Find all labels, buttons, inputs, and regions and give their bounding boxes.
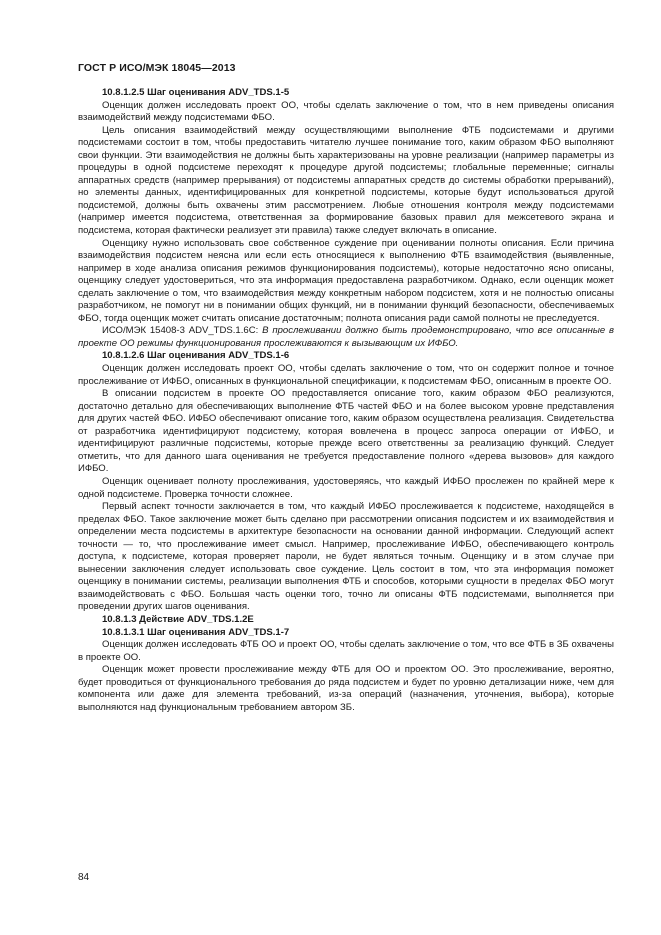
page-body [78, 87, 614, 714]
reference-code: ИСО/МЭК 15408-3 ADV_TDS.1.6C: [102, 325, 263, 337]
paragraph: Оценщик оценивает полноту прослеживания, удостоверяясь, что каждый ИФБО прослежен по крайней мере к одной подсистеме. Проверка точности сложнее. [78, 475, 614, 500]
paragraph: Оценщик должен исследовать ФТБ ОО и проект ОО, чтобы сделать заключение о том, что все ФТБ в ЗБ охвачены в проекте ОО. [78, 639, 614, 663]
paragraph: Оценщик может провести прослеживание между ФТБ для ОО и проектом ОО. Это прослеживание, вероятно, будет проводиться от функционального требования до ряда подсистем и будет по уровню детализации ниже, чем для компонента или даже для элемента требований, из-за операций (назначения, уточнения, выбора), которые выполняются над функциональным требованием автором ЗБ. [78, 664, 614, 713]
paragraph: Цель описания взаимодействий между осуществляющими выполнение ФТБ подсистемами и другими подсистемами состоит в том, чтобы предоставить читателю лучшее понимание того, каким образом ФБО выполняют свои функции. Эти взаимодействия не должны быть характеризованы на уровне реализации (например параметры из процедуры в одной подсистеме переходят к процедуре другой подсистемы; глобальные переменные; сигналы аппаратных средств (например прерывания) от подсистемы аппаратных средств до системы обработки прерываний), но элементы данных, идентифицированных для конкретной подсистемы, которые будут использоваться другой подсистемой, должны быть охвачены этим рассмотрением. Любые отношения контроля между подсистемами (например имеется подсистема, ответственная за формирование базовых правил для межсетевого экрана и подсистема, которая фактически реализует эти правила) также следует включать в описание. [78, 124, 614, 237]
page-number: 84 [78, 872, 90, 883]
paragraph: Оценщик должен исследовать проект ОО, чтобы сделать заключение о том, что в нем приведены описания взаимодействий между подсистемами ФБО. [78, 99, 614, 124]
paragraph: Оценщик должен исследовать проект ОО, чтобы сделать заключение о том, что он содержит полное и точное прослеживание от ИФБО, описанных в функциональной спецификации, к подсистемам ФБО, описанным в проекте ОО. [78, 363, 614, 387]
paragraph: В описании подсистем в проекте ОО предоставляется описание того, каким образом ФБО реализуются, достаточно детально для обеспечивающих выполнение ФТБ частей ФБО и на более высоком уровне представления для других частей ФБО. ИФБО обеспечивают описание того, каким образом осуществлена реализация. Свидетельства от разработчика идентифицируют подсистему, которая вовлечена в процесс запроса операции от ИФБО, и идентифицируют различные подсистемы, которые прежде всего ответственны за реализацию функций. Следует отметить, что для данного шага оценивания не требуется предоставление полного «дерева вызовов» для каждого ИФБО. [78, 388, 614, 475]
paragraph: Первый аспект точности заключается в том, что каждый ИФБО прослеживается к подсистеме, находящейся в пределах ФБО. Такое заключение может быть сделано при рассмотрении описания подсистем и их взаимодействия и определении места подсистемы в архитектуре безопасности на основании данной информации. Следующий аспект точности — то, что прослеживание имеет смысл. Например, прослеживание ИФБО, обеспечивающего контроль доступа, к подсистеме, которая проверяет пароли, не будет являться точным. Оценщику и в этом случае при вынесении заключения следует использовать свое суждение. Цель состоит в том, что эта информация поможет оценщику в понимании системы, реализации выполнения ФТБ и способов, которыми сущности в пределах ФБО могут взаимодействовать с ФБО. Большая часть оценки того, точно ли описаны ФТБ подсистемами, выполняется при проведении других шагов оценивания. [78, 501, 614, 613]
document-header: ГОСТ Р ИСО/МЭК 18045—2013 [78, 62, 236, 74]
section-heading: 10.8.1.2.6 Шаг оценивания ADV_TDS.1-6 [102, 350, 290, 362]
reference-text: В прослеживании должно быть продемонстрировано, что все описанные в проекте ОО режимы функционирования прослеживаются к вызывающим их ИФБО. [78, 325, 614, 349]
paragraph: Оценщику нужно использовать свое собственное суждение при оценивании полноты описания. Если причина взаимодействия подсистем неясна или если есть относящиеся к выполнению ФТБ взаимодействия (выявленные, например в ходе анализа описания режимов функционирования подсистемы), которые недостаточно ясно описаны, оценщику следует удостовериться, что эта информация предоставлена разработчиком. Однако, если оценщик может сделать заключение о том, что взаимодействия между конкретным набором подсистем, хотя и не полностью описаны разработчиком, не помогут ни в понимании общих функций, ни в понимании функций безопасности, обеспечиваемых ФБО, тогда оценщик может считать описание достаточным; полнота описания ради самой полноты не преследуется. [78, 237, 614, 324]
section-heading: 10.8.1.3 Действие ADV_TDS.1.2E [102, 613, 254, 625]
section-heading: 10.8.1.2.5 Шаг оценивания ADV_TDS.1-5 [102, 87, 290, 98]
section-heading: 10.8.1.3.1 Шаг оценивания ADV_TDS.1-7 [102, 626, 290, 638]
standard-reference [78, 325, 614, 350]
